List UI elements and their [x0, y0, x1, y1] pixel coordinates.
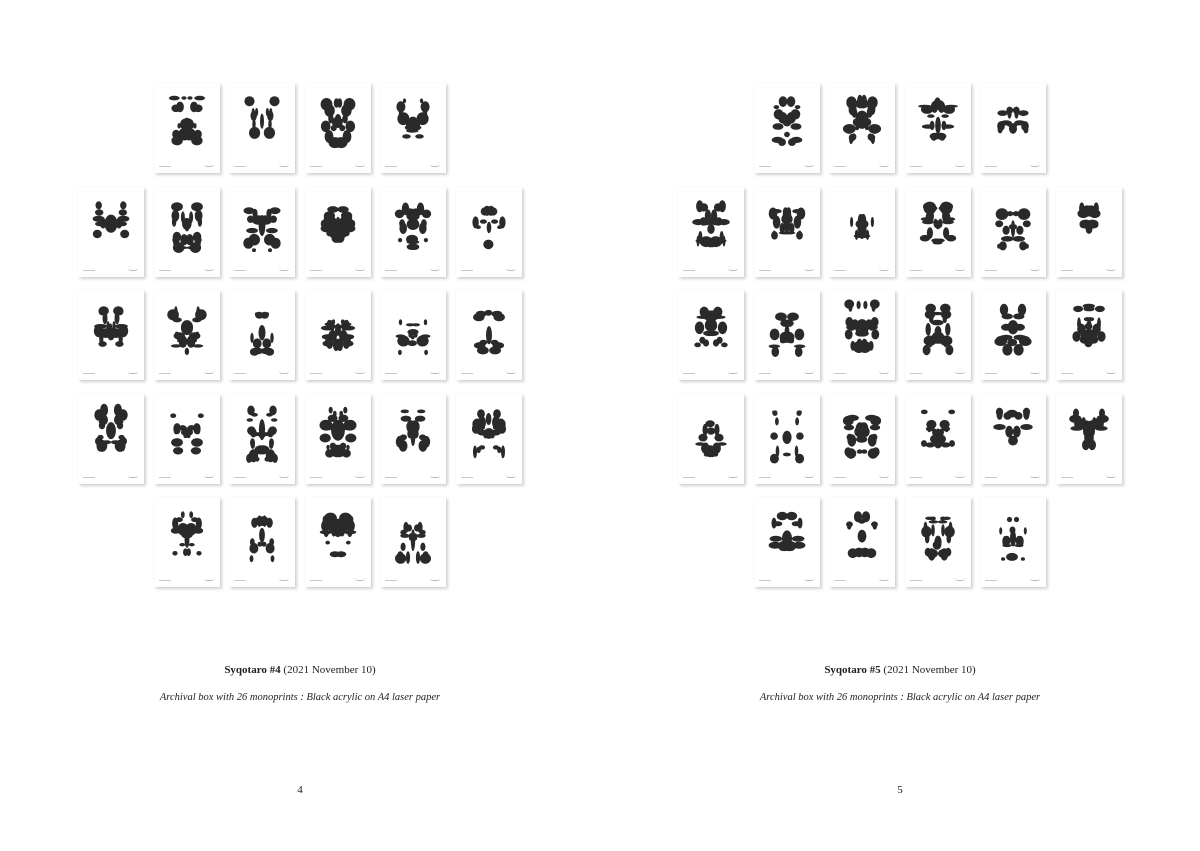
- print-signature: [128, 475, 138, 478]
- print-edition-mark: [83, 477, 95, 478]
- print-grid: [0, 0, 600, 600]
- monoprint-card: [829, 290, 895, 380]
- ink-blot-image: [1056, 394, 1122, 484]
- print-signature: [804, 578, 814, 581]
- monoprint-card: [78, 394, 144, 484]
- monoprint-card: [754, 394, 820, 484]
- print-edition-mark: [159, 580, 171, 581]
- ink-blot-image: [905, 497, 971, 587]
- print-edition-mark: [385, 166, 397, 167]
- monoprint-card: [754, 497, 820, 587]
- ink-blot-image: [78, 290, 144, 380]
- ink-blot-image: [980, 497, 1046, 587]
- ink-blot-image: [154, 394, 220, 484]
- monoprint-card: [229, 497, 295, 587]
- print-edition-mark: [759, 373, 771, 374]
- print-edition-mark: [683, 477, 695, 478]
- monoprint-card: [78, 187, 144, 277]
- print-edition-mark: [910, 373, 922, 374]
- monoprint-card: [305, 394, 371, 484]
- monoprint-card: [380, 290, 446, 380]
- ink-blot-image: [305, 187, 371, 277]
- ink-blot-image: [305, 83, 371, 173]
- print-signature: [1030, 475, 1040, 478]
- monoprint-card: [229, 290, 295, 380]
- ink-blot-image: [980, 187, 1046, 277]
- ink-blot-image: [754, 187, 820, 277]
- print-signature: [1106, 268, 1116, 271]
- monoprint-card: [154, 394, 220, 484]
- print-edition-mark: [159, 373, 171, 374]
- print-edition-mark: [159, 477, 171, 478]
- ink-blot-image: [380, 394, 446, 484]
- ink-blot-image: [754, 394, 820, 484]
- print-edition-mark: [310, 166, 322, 167]
- print-edition-mark: [159, 166, 171, 167]
- monoprint-card: [829, 394, 895, 484]
- print-signature: [204, 371, 214, 374]
- ink-blot-image: [229, 83, 295, 173]
- print-signature: [279, 475, 289, 478]
- ink-blot-image: [78, 187, 144, 277]
- ink-blot-image: [905, 394, 971, 484]
- ink-blot-image: [829, 497, 895, 587]
- print-signature: [955, 268, 965, 271]
- print-signature: [506, 475, 516, 478]
- monoprint-card: [154, 290, 220, 380]
- print-edition-mark: [759, 580, 771, 581]
- artwork-description: Archival box with 26 monoprints : Black acrylic on A4 laser paper: [159, 692, 441, 703]
- monoprint-card: [456, 290, 522, 380]
- monoprint-card: [829, 187, 895, 277]
- print-edition-mark: [234, 580, 246, 581]
- print-edition-mark: [683, 270, 695, 271]
- print-edition-mark: [759, 166, 771, 167]
- print-edition-mark: [834, 580, 846, 581]
- ink-blot-image: [905, 187, 971, 277]
- print-edition-mark: [461, 477, 473, 478]
- monoprint-card: [305, 187, 371, 277]
- ink-blot-image: [1056, 290, 1122, 380]
- monoprint-card: [678, 394, 744, 484]
- print-edition-mark: [310, 580, 322, 581]
- monoprint-card: [229, 187, 295, 277]
- print-edition-mark: [385, 373, 397, 374]
- ink-blot-image: [380, 83, 446, 173]
- print-edition-mark: [310, 270, 322, 271]
- artwork-description: Archival box with 26 monoprints : Black acrylic on A4 laser paper: [759, 692, 1041, 703]
- print-edition-mark: [759, 270, 771, 271]
- monoprint-card: [154, 497, 220, 587]
- ink-blot-image: [229, 187, 295, 277]
- print-signature: [804, 164, 814, 167]
- print-signature: [430, 475, 440, 478]
- ink-blot-image: [678, 290, 744, 380]
- monoprint-card: [380, 187, 446, 277]
- ink-blot-image: [229, 290, 295, 380]
- monoprint-card: [905, 187, 971, 277]
- monoprint-card: [905, 290, 971, 380]
- print-signature: [204, 268, 214, 271]
- print-edition-mark: [310, 373, 322, 374]
- print-signature: [804, 475, 814, 478]
- ink-blot-image: [754, 497, 820, 587]
- ink-blot-image: [229, 394, 295, 484]
- print-signature: [1106, 371, 1116, 374]
- monoprint-card: [980, 187, 1046, 277]
- monoprint-card: [980, 497, 1046, 587]
- monoprint-card: [980, 83, 1046, 173]
- ink-blot-image: [829, 290, 895, 380]
- print-edition-mark: [234, 166, 246, 167]
- ink-blot-image: [456, 290, 522, 380]
- print-edition-mark: [1061, 373, 1073, 374]
- artwork-date: (2021 November 10): [883, 664, 976, 676]
- print-signature: [204, 578, 214, 581]
- print-signature: [204, 164, 214, 167]
- print-edition-mark: [834, 477, 846, 478]
- print-edition-mark: [461, 270, 473, 271]
- print-edition-mark: [385, 270, 397, 271]
- print-signature: [879, 475, 889, 478]
- ink-blot-image: [78, 394, 144, 484]
- print-edition-mark: [310, 477, 322, 478]
- monoprint-card: [305, 83, 371, 173]
- ink-blot-image: [380, 187, 446, 277]
- right-page: [600, 0, 1200, 851]
- print-edition-mark: [385, 477, 397, 478]
- print-edition-mark: [234, 373, 246, 374]
- ink-blot-image: [305, 290, 371, 380]
- monoprint-card: [1056, 187, 1122, 277]
- print-signature: [1106, 475, 1116, 478]
- monoprint-card: [980, 290, 1046, 380]
- print-edition-mark: [1061, 270, 1073, 271]
- print-edition-mark: [1061, 477, 1073, 478]
- print-signature: [355, 268, 365, 271]
- monoprint-card: [154, 83, 220, 173]
- print-edition-mark: [910, 270, 922, 271]
- ink-blot-image: [456, 394, 522, 484]
- print-signature: [204, 475, 214, 478]
- ink-blot-image: [754, 83, 820, 173]
- ink-blot-image: [980, 83, 1046, 173]
- print-signature: [955, 164, 965, 167]
- print-signature: [128, 268, 138, 271]
- print-edition-mark: [159, 270, 171, 271]
- ink-blot-image: [305, 394, 371, 484]
- monoprint-card: [905, 394, 971, 484]
- monoprint-card: [1056, 290, 1122, 380]
- print-signature: [804, 268, 814, 271]
- monoprint-card: [829, 83, 895, 173]
- ink-blot-image: [980, 290, 1046, 380]
- print-signature: [430, 268, 440, 271]
- print-edition-mark: [83, 373, 95, 374]
- print-signature: [355, 164, 365, 167]
- print-signature: [1030, 268, 1040, 271]
- artwork-date: (2021 November 10): [283, 664, 376, 676]
- print-signature: [506, 268, 516, 271]
- print-edition-mark: [985, 166, 997, 167]
- artwork-title: Syqotaro #4: [224, 664, 281, 676]
- print-edition-mark: [910, 477, 922, 478]
- monoprint-card: [154, 187, 220, 277]
- monoprint-card: [829, 497, 895, 587]
- ink-blot-image: [678, 394, 744, 484]
- monoprint-card: [905, 83, 971, 173]
- print-edition-mark: [759, 477, 771, 478]
- print-edition-mark: [910, 166, 922, 167]
- print-edition-mark: [234, 477, 246, 478]
- print-signature: [879, 268, 889, 271]
- monoprint-card: [229, 83, 295, 173]
- print-edition-mark: [985, 477, 997, 478]
- print-edition-mark: [234, 270, 246, 271]
- monoprint-card: [305, 290, 371, 380]
- print-edition-mark: [985, 373, 997, 374]
- print-signature: [955, 371, 965, 374]
- monoprint-card: [905, 497, 971, 587]
- ink-blot-image: [380, 497, 446, 587]
- print-signature: [728, 268, 738, 271]
- monoprint-card: [754, 83, 820, 173]
- ink-blot-image: [456, 187, 522, 277]
- print-signature: [955, 578, 965, 581]
- monoprint-card: [78, 290, 144, 380]
- artwork-caption: [600, 664, 1200, 676]
- artwork-caption: [0, 664, 600, 676]
- ink-blot-image: [980, 394, 1046, 484]
- print-edition-mark: [834, 270, 846, 271]
- print-signature: [355, 578, 365, 581]
- page-number: 5: [897, 784, 903, 796]
- print-signature: [506, 371, 516, 374]
- ink-blot-image: [305, 497, 371, 587]
- monoprint-card: [754, 187, 820, 277]
- monoprint-card: [380, 497, 446, 587]
- page-number: 4: [297, 784, 303, 796]
- print-grid: [600, 0, 1200, 600]
- monoprint-card: [456, 394, 522, 484]
- monoprint-card: [678, 187, 744, 277]
- ink-blot-image: [380, 290, 446, 380]
- ink-blot-image: [829, 187, 895, 277]
- print-signature: [728, 475, 738, 478]
- monoprint-card: [380, 83, 446, 173]
- monoprint-card: [380, 394, 446, 484]
- monoprint-card: [229, 394, 295, 484]
- print-edition-mark: [683, 373, 695, 374]
- ink-blot-image: [154, 290, 220, 380]
- ink-blot-image: [829, 394, 895, 484]
- print-edition-mark: [834, 166, 846, 167]
- print-edition-mark: [985, 270, 997, 271]
- ink-blot-image: [905, 290, 971, 380]
- ink-blot-image: [754, 290, 820, 380]
- monoprint-card: [980, 394, 1046, 484]
- monoprint-card: [305, 497, 371, 587]
- print-signature: [355, 475, 365, 478]
- print-edition-mark: [910, 580, 922, 581]
- ink-blot-image: [905, 83, 971, 173]
- print-signature: [355, 371, 365, 374]
- ink-blot-image: [229, 497, 295, 587]
- print-edition-mark: [834, 373, 846, 374]
- ink-blot-image: [1056, 187, 1122, 277]
- print-signature: [804, 371, 814, 374]
- ink-blot-image: [678, 187, 744, 277]
- artwork-title: Syqotaro #5: [824, 664, 881, 676]
- print-signature: [955, 475, 965, 478]
- ink-blot-image: [829, 83, 895, 173]
- monoprint-card: [456, 187, 522, 277]
- print-edition-mark: [461, 373, 473, 374]
- monoprint-card: [678, 290, 744, 380]
- print-edition-mark: [83, 270, 95, 271]
- ink-blot-image: [154, 497, 220, 587]
- print-edition-mark: [985, 580, 997, 581]
- ink-blot-image: [154, 187, 220, 277]
- monoprint-card: [754, 290, 820, 380]
- ink-blot-image: [154, 83, 220, 173]
- monoprint-card: [1056, 394, 1122, 484]
- print-signature: [279, 268, 289, 271]
- print-edition-mark: [385, 580, 397, 581]
